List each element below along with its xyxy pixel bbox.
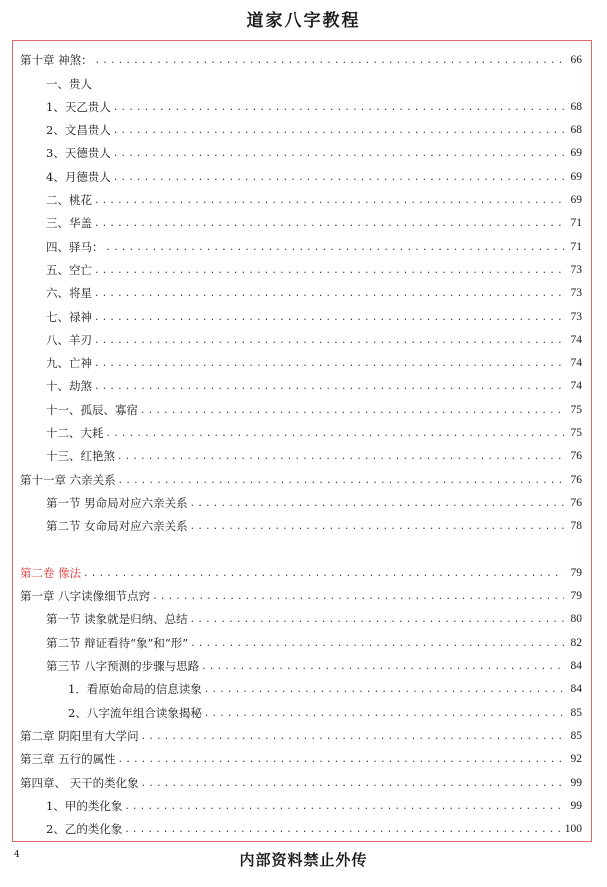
toc-entry-page: 73 bbox=[570, 287, 582, 300]
toc-entry-page: 68 bbox=[570, 124, 582, 137]
toc-leader-dots bbox=[106, 428, 565, 440]
toc-entry[interactable] bbox=[20, 696, 582, 719]
toc-entry[interactable] bbox=[20, 393, 582, 416]
toc-entry-page: 99 bbox=[570, 776, 582, 789]
toc-entry[interactable] bbox=[20, 440, 582, 463]
toc-entry[interactable] bbox=[20, 720, 582, 743]
toc-entry[interactable] bbox=[20, 766, 582, 789]
toc-entry-label: 第二卷 像法 bbox=[20, 565, 82, 580]
toc-leader-dots bbox=[124, 824, 562, 836]
toc-entry-page: 92 bbox=[570, 753, 582, 766]
toc-entry-label: 九、亡神 bbox=[46, 356, 92, 371]
toc-entry[interactable] bbox=[20, 557, 582, 580]
toc-entry-label: 二、桃花 bbox=[46, 193, 92, 208]
toc-entry-label: 七、禄神 bbox=[46, 309, 92, 324]
toc-entry-page: 68 bbox=[570, 100, 582, 113]
toc-leader-dots bbox=[113, 125, 564, 137]
toc-entry-page: 71 bbox=[570, 240, 582, 253]
toc-entry-page: 73 bbox=[570, 310, 582, 323]
toc-entry-page: 85 bbox=[570, 706, 582, 719]
toc-entry-label: 十三、红艳煞 bbox=[46, 449, 115, 464]
toc-entry-page: 78 bbox=[570, 520, 582, 533]
toc-entry-label: 三、华盖 bbox=[46, 216, 92, 231]
toc-leader-dots bbox=[113, 172, 564, 184]
footer-notice: 内部资料禁止外传 bbox=[239, 851, 368, 869]
toc-entry[interactable] bbox=[20, 277, 582, 300]
toc-entry-page: 75 bbox=[570, 427, 582, 440]
toc-leader-dots bbox=[152, 591, 564, 603]
toc-entry-page: 69 bbox=[570, 170, 582, 183]
toc-entry[interactable] bbox=[20, 743, 582, 766]
toc-entry[interactable] bbox=[20, 207, 582, 230]
toc-leader-dots bbox=[140, 405, 564, 417]
toc-leader-dots bbox=[201, 661, 564, 673]
toc-entry[interactable] bbox=[20, 67, 582, 90]
toc-entry-page: 76 bbox=[570, 496, 582, 509]
toc-leader-dots bbox=[94, 218, 564, 230]
toc-entry-page: 84 bbox=[570, 660, 582, 673]
toc-entry[interactable] bbox=[20, 417, 582, 440]
toc-entry-page: 69 bbox=[570, 194, 582, 207]
table-of-contents bbox=[20, 44, 582, 836]
toc-leader-dots bbox=[94, 335, 564, 347]
toc-entry[interactable] bbox=[20, 160, 582, 183]
toc-entry-page: 66 bbox=[570, 54, 582, 67]
toc-entry[interactable] bbox=[20, 673, 582, 696]
toc-entry[interactable] bbox=[20, 463, 582, 486]
toc-entry[interactable] bbox=[20, 91, 582, 114]
toc-entry-label: 六、将星 bbox=[46, 286, 92, 301]
toc-entry-label: 2、乙的类化象 bbox=[46, 822, 123, 837]
toc-entry[interactable] bbox=[20, 137, 582, 160]
toc-entry-page: 75 bbox=[570, 403, 582, 416]
toc-entry-label: 第三节 八字预测的步骤与思路 bbox=[46, 659, 200, 674]
toc-entry-label: 八、羊刃 bbox=[46, 332, 92, 347]
toc-entry-label: 2、八字流年组合读象揭秘 bbox=[68, 705, 202, 720]
toc-leader-dots bbox=[117, 451, 564, 463]
toc-entry-label: 1．看原始命局的信息读象 bbox=[68, 682, 202, 697]
toc-entry[interactable] bbox=[20, 626, 582, 649]
toc-entry-label: 1、甲的类化象 bbox=[46, 798, 123, 813]
toc-leader-dots bbox=[190, 638, 564, 650]
toc-entry-label: 第一节 读象就是归纳、总结 bbox=[46, 612, 188, 627]
toc-entry-page: 74 bbox=[570, 357, 582, 370]
toc-leader-dots bbox=[204, 684, 564, 696]
toc-entry-page: 79 bbox=[570, 590, 582, 603]
toc-entry-page: 74 bbox=[570, 380, 582, 393]
toc-entry[interactable] bbox=[20, 254, 582, 277]
toc-entry[interactable] bbox=[20, 603, 582, 626]
toc-entry-label: 五、空亡 bbox=[46, 262, 92, 277]
toc-entry-label: 1、天乙贵人 bbox=[46, 99, 111, 114]
toc-entry-label: 第一章 八字读像细节点窍 bbox=[20, 589, 151, 604]
page-number: 4 bbox=[14, 850, 20, 860]
toc-leader-dots bbox=[94, 381, 564, 393]
toc-leader-dots bbox=[113, 102, 564, 114]
toc-entry[interactable] bbox=[20, 650, 582, 673]
toc-entry-page: 100 bbox=[564, 823, 582, 836]
toc-entry-label: 3、天德贵人 bbox=[46, 146, 111, 161]
toc-spacer bbox=[20, 533, 582, 556]
toc-entry-page: 71 bbox=[570, 217, 582, 230]
toc-entry-page: 79 bbox=[570, 566, 582, 579]
toc-entry-page: 76 bbox=[570, 450, 582, 463]
toc-leader-dots bbox=[118, 475, 564, 487]
toc-entry-page: 82 bbox=[570, 636, 582, 649]
toc-leader-dots bbox=[94, 195, 564, 207]
toc-leader-dots bbox=[95, 55, 564, 67]
toc-entry-label: 一、贵人 bbox=[46, 76, 92, 91]
toc-entry-page: 80 bbox=[570, 613, 582, 626]
toc-entry[interactable] bbox=[20, 580, 582, 603]
toc-entry-label: 第二节 辩证看待“象”和“形” bbox=[46, 635, 189, 650]
toc-entry[interactable] bbox=[20, 790, 582, 813]
toc-entry-page: 74 bbox=[570, 333, 582, 346]
toc-leader-dots bbox=[83, 568, 564, 580]
toc-leader-dots bbox=[106, 242, 565, 254]
toc-entry-label: 第三章 五行的属性 bbox=[20, 752, 116, 767]
toc-leader-dots bbox=[94, 312, 564, 324]
toc-entry-label: 第十章 神煞： bbox=[20, 53, 93, 68]
toc-entry[interactable] bbox=[20, 370, 582, 393]
toc-entry[interactable] bbox=[20, 44, 582, 67]
toc-entry-page: 99 bbox=[570, 799, 582, 812]
toc-entry-label: 十一、孤辰、寡宿 bbox=[46, 402, 138, 417]
toc-leader-dots bbox=[190, 498, 564, 510]
toc-entry[interactable] bbox=[20, 813, 582, 836]
toc-leader-dots bbox=[124, 801, 564, 813]
toc-leader-dots bbox=[113, 148, 564, 160]
toc-entry-page: 85 bbox=[570, 729, 582, 742]
toc-entry[interactable] bbox=[20, 510, 582, 533]
toc-entry-label: 十、劫煞 bbox=[46, 379, 92, 394]
toc-entry-label: 4、月德贵人 bbox=[46, 169, 111, 184]
toc-entry-page: 76 bbox=[570, 473, 582, 486]
toc-entry-label: 第四章、 天干的类化象 bbox=[20, 775, 139, 790]
toc-entry[interactable] bbox=[20, 300, 582, 323]
toc-entry[interactable] bbox=[20, 487, 582, 510]
page-title: 道家八字教程 bbox=[246, 11, 361, 31]
toc-leader-dots bbox=[141, 778, 564, 790]
toc-entry-page: 69 bbox=[570, 147, 582, 160]
toc-leader-dots bbox=[94, 288, 564, 300]
toc-leader-dots bbox=[94, 358, 564, 370]
toc-entry-label: 第十一章 六亲关系 bbox=[20, 472, 116, 487]
toc-entry[interactable] bbox=[20, 347, 582, 370]
toc-leader-dots bbox=[94, 265, 564, 277]
toc-leader-dots bbox=[118, 754, 564, 766]
toc-entry-label: 第二节 女命局对应六亲关系 bbox=[46, 519, 188, 534]
toc-entry-label: 2、文昌贵人 bbox=[46, 123, 111, 138]
toc-entry[interactable] bbox=[20, 230, 582, 253]
toc-leader-dots bbox=[190, 521, 564, 533]
toc-leader-dots bbox=[204, 708, 564, 720]
toc-entry-page: 73 bbox=[570, 263, 582, 276]
toc-entry[interactable] bbox=[20, 324, 582, 347]
toc-entry[interactable] bbox=[20, 184, 582, 207]
toc-entry-label: 第一节 男命局对应六亲关系 bbox=[46, 495, 188, 510]
toc-leader-dots bbox=[190, 614, 564, 626]
toc-entry-page: 84 bbox=[570, 683, 582, 696]
toc-entry-label: 十二、大耗 bbox=[46, 426, 104, 441]
toc-entry-label: 第二章 阴阳里有大学问 bbox=[20, 728, 139, 743]
toc-entry-label: 四、驿马： bbox=[46, 239, 104, 254]
toc-leader-dots bbox=[141, 731, 564, 743]
toc-entry[interactable] bbox=[20, 114, 582, 137]
